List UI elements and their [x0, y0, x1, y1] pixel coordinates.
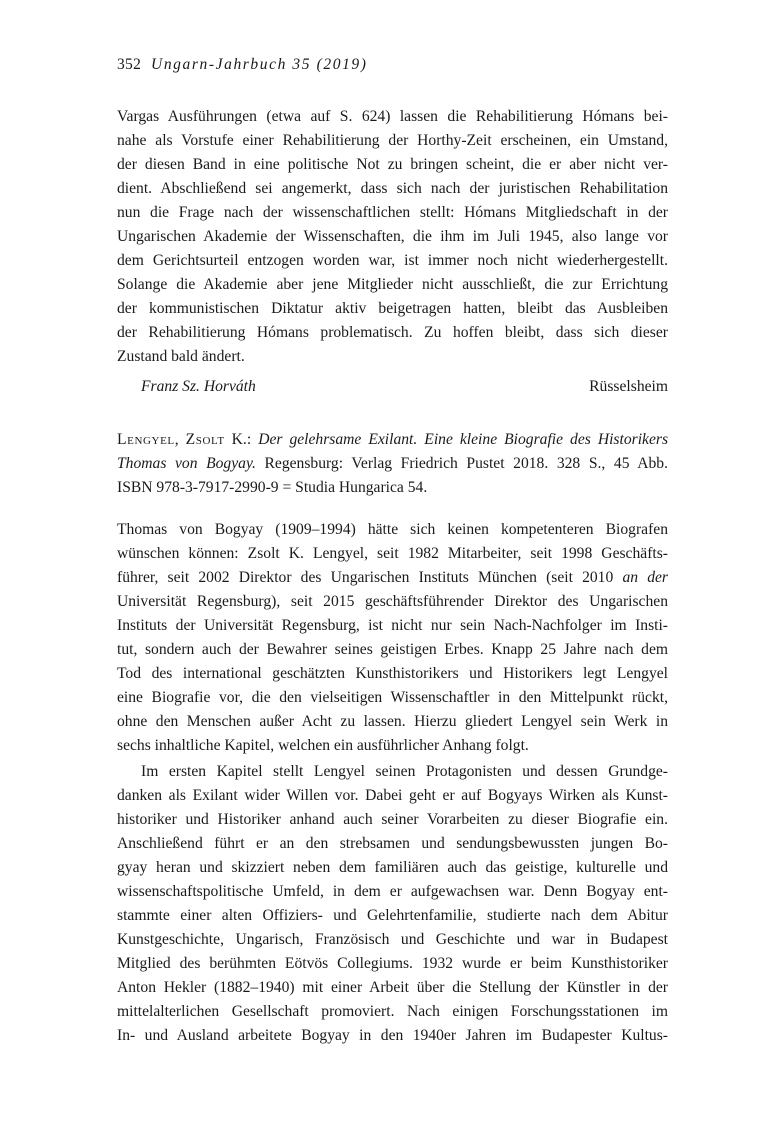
- citation-author-initial: K.:: [224, 431, 259, 448]
- text-line: Anton Hekler (1882–1940) mit einer Arbeit über die Stellung der Künstler in der: [117, 979, 668, 996]
- text-line: Thomas von Bogyay (1909–1994) hätte sich keinen kompetenteren Biografen: [117, 521, 668, 538]
- running-header: [117, 56, 368, 74]
- text-line: dem Gerichtsurteil entzogen worden war, ist immer noch nicht wiederhergestellt.: [117, 252, 668, 269]
- text-line: historiker und Historiker anhand auch seiner Vorarbeiten zu dieser Biografie ein.: [117, 811, 668, 828]
- citation-title: Der gelehrsame Exilant. Eine kleine Biografie des Historikers: [258, 431, 669, 448]
- text-line: Tod des international geschätzten Kunsthistorikers und Historikers legt Lengyel: [117, 665, 668, 682]
- citation-title-cont: Thomas von Bogyay.: [117, 455, 256, 472]
- reviewer-name: Franz Sz. Horváth: [141, 378, 256, 395]
- text-line: der kommunistischen Diktatur aktiv beigetragen hatten, bleibt das Ausbleiben: [117, 300, 668, 317]
- citation-line: [117, 452, 668, 476]
- text-line: Mitglied des berühmten Eötvös Collegiums. 1932 wurde er beim Kunsthistoriker: [117, 955, 668, 972]
- text-line: Zustand bald ändert.: [117, 348, 245, 365]
- text-line: eine Biografie vor, die den vielseitigen Wissenschaftler in den Mittelpunkt rückt,: [117, 689, 668, 706]
- text-line: stammte einer alten Offiziers- und Gelehrtenfamilie, studierte nach dem Abitur: [117, 907, 668, 924]
- text-span: führer, seit 2002 Direktor des Ungarischen Instituts München (seit 2010: [117, 569, 623, 586]
- citation-publisher: Regensburg: Verlag Friedrich Pustet 2018. 328 S., 45 Abb.: [255, 455, 668, 472]
- reviewer-signature: [141, 375, 668, 399]
- running-title: Ungarn-Jahrbuch 35 (2019): [151, 56, 368, 73]
- citation-author-surname: Lengyel: [117, 431, 175, 448]
- text-line: Vargas Ausführungen (etwa auf S. 624) lassen die Rehabilitierung Hómans bei-: [117, 108, 668, 125]
- text-line: danken als Exilant wider Willen vor. Dabei geht er auf Bogyays Wirken als Kunst-: [117, 787, 668, 804]
- text-line: Kunstgeschichte, Ungarisch, Französisch und Geschichte und war in Budapest: [117, 931, 668, 948]
- text-line: der diesen Band in eine politische Not zu bringen scheint, die er aber nicht ver-: [117, 156, 668, 173]
- text-line: sechs inhaltliche Kapitel, welchen ein ausführlicher Anhang folgt.: [117, 737, 529, 754]
- text-line: Universität Regensburg), seit 2015 geschäftsführender Direktor des Ungarischen: [117, 593, 668, 610]
- page-number: 352: [117, 56, 142, 73]
- text-line: wünschen können: Zsolt K. Lengyel, seit 1982 Mitarbeiter, seit 1998 Geschäfts-: [117, 545, 668, 562]
- text-line: dient. Abschließend sei angemerkt, dass sich nach der juristischen Rehabilitation: [117, 180, 668, 197]
- text-line: Im ersten Kapitel stellt Lengyel seinen Protagonisten und dessen Grundge-: [141, 763, 668, 780]
- citation-author-given: Zsolt: [185, 431, 225, 448]
- text-line: nun die Frage nach der wissenschaftlichen stellt: Hómans Mitgliedschaft in der: [117, 204, 668, 221]
- text-line: Instituts der Universität Regensburg, ist nicht nur sein Nach-Nachfolger im Insti-: [117, 617, 668, 634]
- reviewer-place: Rüsselsheim: [589, 378, 668, 395]
- text-line: wissenschaftspolitische Umfeld, in dem er aufgewachsen war. Denn Bogyay ent-: [117, 883, 668, 900]
- text-line: Anschließend führt er an den strebsamen und sendungsbewussten jungen Bo-: [117, 835, 668, 852]
- text-line: der Rehabilitierung Hómans problematisch. Zu hoffen bleibt, dass sich dieser: [117, 324, 668, 341]
- text-line: mittelalterlichen Gesellschaft promoviert. Nach einigen Forschungsstationen im: [117, 1003, 668, 1020]
- citation-line: ISBN 978-3-7917-2990-9 = Studia Hungarica 54.: [117, 479, 428, 496]
- text-line: Ungarischen Akademie der Wissenschaften, die ihm im Juli 1945, also lange vor: [117, 228, 668, 245]
- text-line: tut, sondern auch der Bewahrer seines geistigen Erbes. Knapp 25 Jahre nach dem: [117, 641, 668, 658]
- emphasis: an der: [622, 569, 668, 586]
- text-line: Solange die Akademie aber jene Mitglieder nicht ausschließt, die zur Errichtung: [117, 276, 668, 293]
- citation-line: Lengyel, Zsolt K.: Der gelehrsame Exilant. Eine kleine Biografie des Historikers: [117, 431, 669, 448]
- text-line: nahe als Vorstufe einer Rehabilitierung der Horthy-Zeit erscheinen, ein Umstand,: [117, 132, 668, 149]
- text-line: gyay heran und skizziert neben dem familiären auch das geistige, kulturelle und: [117, 859, 668, 876]
- text-line: [117, 566, 668, 590]
- text-line: ohne den Menschen außer Acht zu lassen. Hierzu gliedert Lengyel sein Werk in: [117, 713, 668, 730]
- text-line: In- und Ausland arbeitete Bogyay in den 1940er Jahren im Budapester Kultus-: [117, 1027, 668, 1044]
